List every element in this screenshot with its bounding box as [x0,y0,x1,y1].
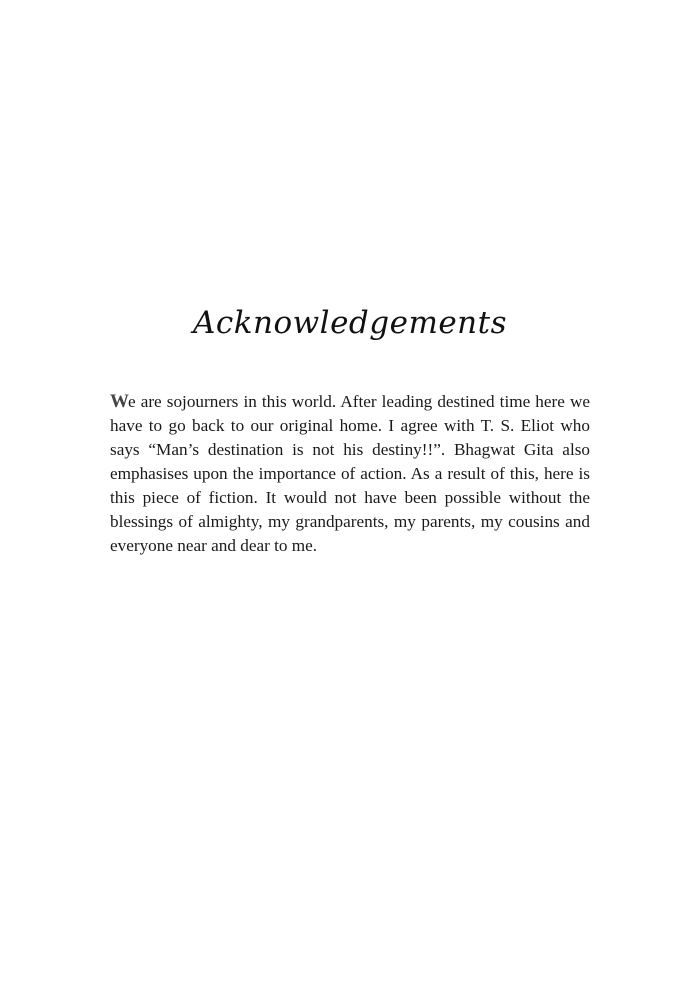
drop-cap-initial: W [110,391,128,412]
page-heading: Acknowledgements [192,305,508,341]
acknowledgement-paragraph [110,390,590,558]
paragraph-text: e are sojourners in this world. After leading destined time here we have to go back to our original home. I agree with T. S. Eliot who says “Man’s destination is not his destiny!!”. Bhagwat Gita also emphasises upon the importance of action. As a result of this, here is this piece of fiction. It would not have been possible without the blessings of almighty, my grandparents, my parents, my cousins and everyone near and dear to me. [110,392,590,555]
